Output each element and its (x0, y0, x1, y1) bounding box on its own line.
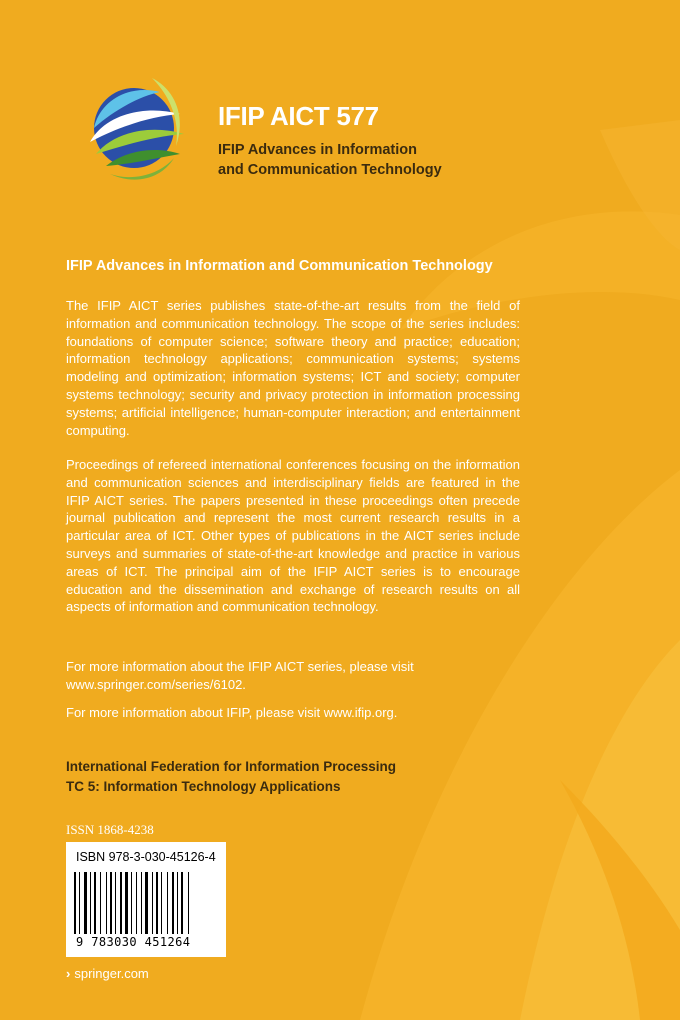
barcode-stripe (136, 872, 137, 934)
barcode-stripe (145, 872, 148, 934)
isbn-label: ISBN 978-3-030-45126-4 (76, 850, 216, 864)
barcode-stripe (141, 872, 142, 934)
barcode-stripe (181, 872, 183, 934)
barcode-stripe (172, 872, 174, 934)
barcode-stripe (74, 872, 76, 934)
globe-icon (80, 70, 190, 185)
series-info-text: For more information about the IFIP AICT series, please visit (66, 659, 414, 674)
springer-link[interactable] (66, 966, 149, 981)
barcode-stripe (79, 872, 80, 934)
barcode-stripe (106, 872, 107, 934)
section-heading: IFIP Advances in Information and Communication Technology (66, 258, 493, 274)
barcode-stripe (110, 872, 112, 934)
series-subtitle-line: IFIP Advances in Information (218, 142, 418, 158)
barcode-stripe (152, 872, 153, 934)
barcode-stripe (115, 872, 116, 934)
barcode-stripe (188, 872, 189, 934)
federation-block (66, 757, 396, 797)
barcode-bars (74, 872, 218, 934)
series-info (66, 658, 414, 694)
barcode-stripe (120, 872, 122, 934)
issn: ISSN 1868-4238 (66, 822, 154, 837)
ifip-globe-logo (80, 70, 190, 185)
ifip-info: For more information about IFIP, please visit www.ifip.org. (66, 705, 398, 720)
barcode-stripe (161, 872, 162, 934)
barcode-stripe (156, 872, 158, 934)
barcode-stripe (84, 872, 87, 934)
federation-name: International Federation for Information Processing (66, 759, 397, 774)
barcode-stripe (94, 872, 96, 934)
series-subtitle (218, 140, 442, 180)
barcode-stripe (177, 872, 178, 934)
series-title: IFIP AICT 577 (218, 101, 379, 131)
barcode-stripe (100, 872, 101, 934)
description-paragraph: Proceedings of refereed international conferences focusing on the information and communication sciences and interdisciplinary fields are featured in the IFIP AICT series. The papers presented in these proceedings often precede journal publication and represent the most current research results in a particular area of ICT. Other types of publications in the AICT series include surveys and summaries of state-of-the-art knowledge and practice in various areas of ICT. The principal aim of the IFIP AICT series is to encourage education and the dissemination and exchange of research results on all aspects of information and communication technology. (66, 457, 520, 615)
barcode-stripe (125, 872, 128, 934)
barcode-stripe (131, 872, 132, 934)
chevron-right-icon: › (66, 966, 71, 981)
barcode-box (66, 842, 226, 957)
barcode-stripe (90, 872, 91, 934)
series-subtitle-line: and Communication Technology (218, 162, 442, 178)
technical-committee: TC 5: Information Technology Applications (66, 779, 341, 794)
barcode-digits: 9 783030 451264 (76, 935, 191, 949)
springer-site: springer.com (74, 966, 149, 981)
barcode-stripe (167, 872, 168, 934)
series-url: www.springer.com/series/6102. (66, 676, 246, 692)
description-paragraph: The IFIP AICT series publishes state-of-the-art results from the field of information and communication technology. The scope of the series includes: foundations of computer science; software theory and practice; education; information technology applications; communication systems; systems modeling and optimization; information systems; ICT and society; computer systems technology; security and privacy protection in information processing systems; artificial intelligence; human-computer interaction; and entertainment computing. (66, 298, 520, 438)
